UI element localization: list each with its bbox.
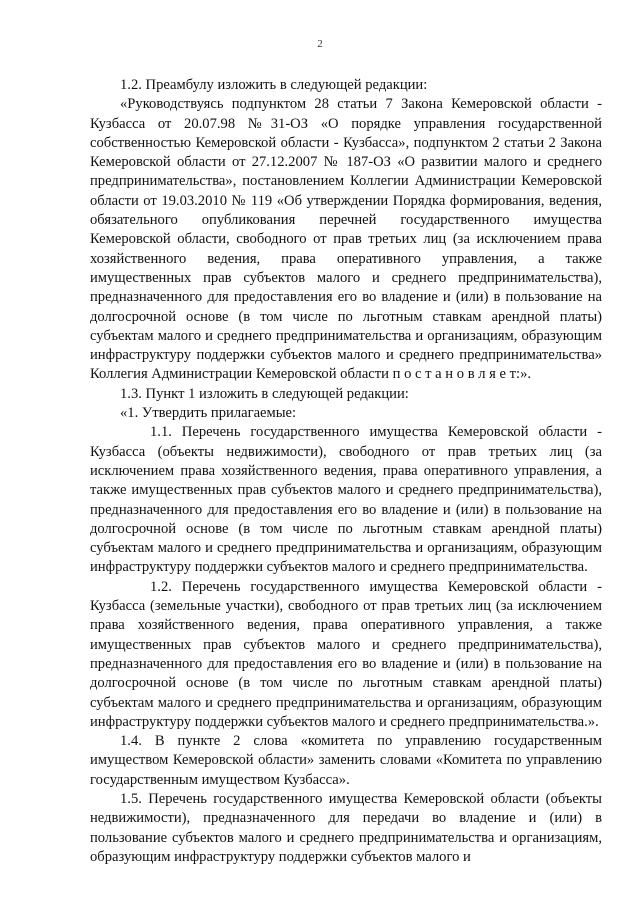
paragraph-1-2-heading: 1.2. Преамбулу изложить в следующей редакции: xyxy=(120,77,428,93)
page-number: 2 xyxy=(317,38,323,50)
paragraph-1-5: 1.5. Перечень государственного имущества Кемеровской области (объекты недвижимости), предназначенного для передачи во владение и (или) в пользование субъектов малого и среднего предпринимательства и организациям, образующим инфраструктуру поддержки субъектов малого и xyxy=(90,790,602,865)
paragraph-1-4: 1.4. В пункте 2 слова «комитета по управлению государственным имуществом Кемеровской области» заменить словами «Комитета по управлению государственным имуществом Кузбасса». xyxy=(90,733,602,788)
paragraph-list-1-2: 1.2. Перечень государственного имущества Кемеровской области - Кузбасса (земельные участки), свободного от прав третьих лиц (за исключением права хозяйственного ведения, права оперативного управления, а также имущественных прав субъектов малого и среднего предпринимательства), предназначенного для предоставления его во владение и (или) в пользование на долгосрочной основе (в том числе по льготным ставкам арендной платы) субъектам малого и среднего предпринимательства и организациям, образующим инфраструктуру поддержки субъектов малого и среднего предпринимательства.». xyxy=(90,578,602,730)
paragraph-list-1-1: 1.1. Перечень государственного имущества Кемеровской области - Кузбасса (объекты недвижимости), свободного от прав третьих лиц (за исключением права хозяйственного ведения, права оперативного управления, а также имущественных прав субъектов малого и среднего предпринимательства), предназначенного для предоставления его во владение и (или) в пользование на долгосрочной основе (в том числе по льготным ставкам арендной платы) субъектам малого и среднего предпринимательства и организациям, образующим инфраструктуру поддержки субъектов малого и среднего предпринимательства. xyxy=(90,424,602,576)
paragraph-1-3-heading: 1.3. Пункт 1 изложить в следующей редакции: xyxy=(120,385,409,402)
document-body xyxy=(90,76,602,867)
paragraph-preamble-text: «Руководствуясь подпунктом 28 статьи 7 Закона Кемеровской области - Кузбасса от 20.07.98 №31-ОЗ «О порядке управления государственной собственностью Кемеровской области - Кузбасса», подпунктом 2 статьи 2 Закона Кемеровской области от 27.12.2007 № 187-ОЗ «О развитии малого и среднего предпринимательства», постановлением Коллегии Администрации Кемеровской области от 19.03.2010 № 119 «Об утверждении Порядка формирования, ведения, обязательного опубликования перечней государственного имущества Кемеровской области, свободного от прав третьих лиц (за исключением права хозяйственного ведения, права оперативного управления, а также имущественных прав субъектов малого и среднего предпринимательства), предназначенного для предоставления его во владение и (или) в пользование на долгосрочной основе (в том числе по льготным ставкам арендной платы) субъектам малого и среднего предпринимательства и организациям, образующим инфраструктуру поддержки субъектов малого и среднего предпринимательства» Коллегия Администрации Кемеровской области п о с т а н о в л я е т:». xyxy=(90,96,602,383)
paragraph-approve: «1. Утвердить прилагаемые: xyxy=(120,405,297,422)
